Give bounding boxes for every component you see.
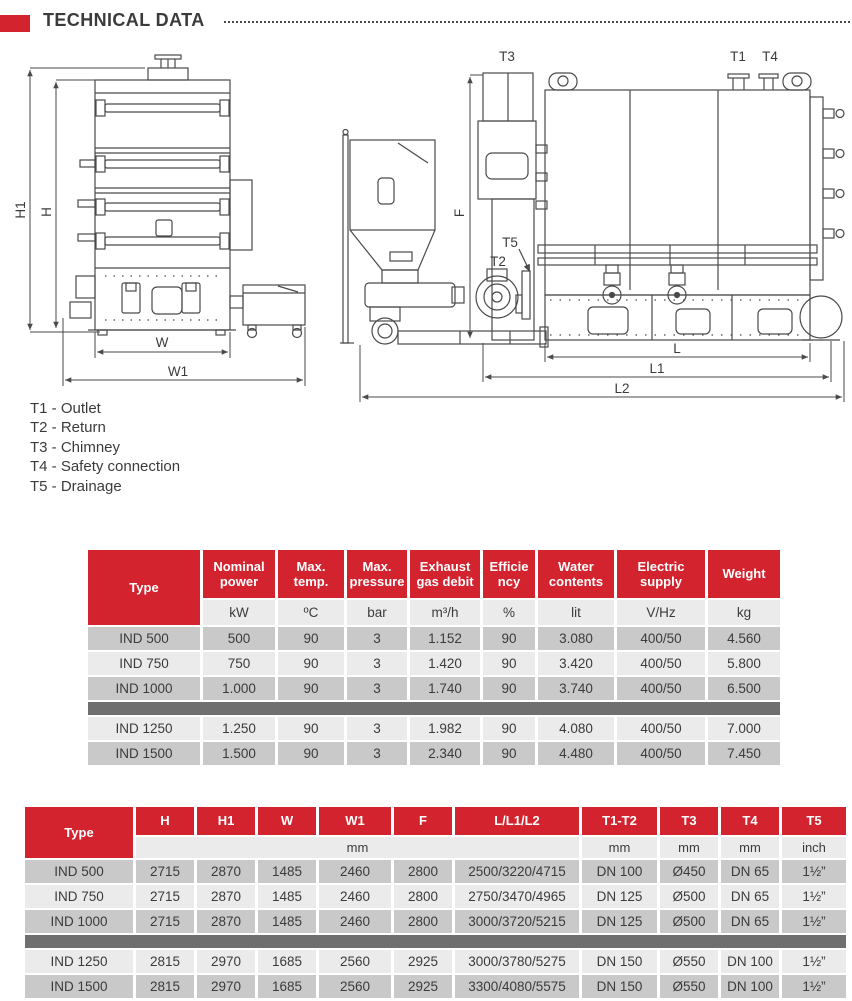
unit-cell-mm-group: mm <box>136 837 579 858</box>
column-header: T4 <box>721 807 779 835</box>
unit-cell: mm <box>721 837 779 858</box>
cell: DN 65 <box>721 885 779 908</box>
cell: 2715 <box>136 885 194 908</box>
cell: 3300/4080/5575 <box>455 975 579 998</box>
side-view-geometry <box>340 73 844 347</box>
cell: 1485 <box>258 885 316 908</box>
cell: DN 65 <box>721 910 779 933</box>
cell: 2870 <box>197 910 255 933</box>
column-header: Efficie ncy <box>483 550 535 598</box>
table-row <box>25 860 846 883</box>
cell: 2925 <box>394 975 452 998</box>
dim-label-h: H <box>39 207 54 217</box>
cell: 2815 <box>136 950 194 973</box>
cell: 1485 <box>258 860 316 883</box>
legend-item: T4 - Safety connection <box>30 458 181 476</box>
page-title: TECHNICAL DATA <box>43 10 205 30</box>
boiler-side-view-drawing <box>340 45 852 405</box>
unit-cell: V/Hz <box>617 600 705 625</box>
dotted-rule <box>224 21 850 23</box>
label-t1: T1 <box>730 49 746 64</box>
cell: 3 <box>347 677 407 700</box>
cell: 2925 <box>394 950 452 973</box>
unit-cell: lit <box>538 600 614 625</box>
cell: 4.480 <box>538 742 614 765</box>
table-separator <box>25 935 846 948</box>
label-t5: T5 <box>502 235 518 250</box>
side-view-dimension-lines <box>360 75 844 402</box>
table-row <box>25 910 846 933</box>
dim-label-w: W <box>155 335 169 350</box>
label-t2: T2 <box>490 254 506 269</box>
cell: 90 <box>483 627 535 650</box>
unit-cell: % <box>483 600 535 625</box>
row-type-cell: IND 750 <box>88 652 200 675</box>
table-row <box>25 885 846 908</box>
column-header: F <box>394 807 452 835</box>
column-header: L/L1/L2 <box>455 807 579 835</box>
table-row <box>88 677 780 700</box>
column-header: W <box>258 807 316 835</box>
cell: 400/50 <box>617 652 705 675</box>
cell: 1685 <box>258 950 316 973</box>
cell: 2560 <box>319 975 391 998</box>
table-row <box>88 627 780 650</box>
cell: Ø550 <box>660 975 718 998</box>
table-row <box>88 717 780 740</box>
cell: 1.000 <box>203 677 275 700</box>
column-header: H <box>136 807 194 835</box>
row-type-cell: IND 500 <box>25 860 133 883</box>
dim-label-l1: L1 <box>649 361 665 376</box>
cell: 3.740 <box>538 677 614 700</box>
legend-item: T5 - Drainage <box>30 477 122 495</box>
column-header-type: Type <box>25 807 133 858</box>
cell: 3000/3780/5275 <box>455 950 579 973</box>
cell: 3.080 <box>538 627 614 650</box>
table-row <box>88 742 780 765</box>
cell: 1.500 <box>203 742 275 765</box>
unit-cell: m³/h <box>410 600 480 625</box>
cell: 2870 <box>197 885 255 908</box>
column-header: Water contents <box>538 550 614 598</box>
legend-item: T3 - Chimney <box>30 438 121 456</box>
boiler-front-view-drawing <box>10 50 335 395</box>
cell: 1.250 <box>203 717 275 740</box>
cell: 90 <box>483 742 535 765</box>
column-header: T1-T2 <box>582 807 657 835</box>
dim-label-l: L <box>673 341 681 356</box>
unit-cell: mm <box>582 837 657 858</box>
cell: 1.982 <box>410 717 480 740</box>
row-type-cell: IND 1000 <box>25 910 133 933</box>
cell: 2870 <box>197 860 255 883</box>
column-header: Max. pressure <box>347 550 407 598</box>
cell: DN 65 <box>721 860 779 883</box>
cell: 2500/3220/4715 <box>455 860 579 883</box>
cell: Ø550 <box>660 950 718 973</box>
cell: 4.560 <box>708 627 780 650</box>
cell: 2750/3470/4965 <box>455 885 579 908</box>
column-header-type: Type <box>88 550 200 625</box>
cell: DN 125 <box>582 910 657 933</box>
cell: 2560 <box>319 950 391 973</box>
column-header: Weight <box>708 550 780 598</box>
column-header: Electric supply <box>617 550 705 598</box>
unit-cell: mm <box>660 837 718 858</box>
dim-label-w1: W1 <box>167 364 189 379</box>
cell: DN 125 <box>582 885 657 908</box>
cell: 3 <box>347 627 407 650</box>
unit-cell: bar <box>347 600 407 625</box>
cell: 1½” <box>782 950 846 973</box>
row-type-cell: IND 1500 <box>88 742 200 765</box>
cell: 1685 <box>258 975 316 998</box>
cell: 3 <box>347 742 407 765</box>
cell: DN 100 <box>721 950 779 973</box>
connection-legend <box>30 399 180 496</box>
label-t4: T4 <box>762 49 778 64</box>
cell: 400/50 <box>617 627 705 650</box>
cell: 90 <box>278 677 344 700</box>
cell: DN 150 <box>582 975 657 998</box>
dim-label-h1: H1 <box>13 201 28 219</box>
column-header: H1 <box>197 807 255 835</box>
dim-label-l2: L2 <box>614 381 630 396</box>
column-header: Exhaust gas debit <box>410 550 480 598</box>
unit-cell: kW <box>203 600 275 625</box>
cell: 2460 <box>319 910 391 933</box>
cell: 4.080 <box>538 717 614 740</box>
front-view-geometry <box>70 55 305 338</box>
cell: 90 <box>278 742 344 765</box>
cell: 3.420 <box>538 652 614 675</box>
table-separator <box>88 702 780 715</box>
cell: 1½” <box>782 975 846 998</box>
unit-cell: inch <box>782 837 846 858</box>
column-header: T5 <box>782 807 846 835</box>
cell: 2815 <box>136 975 194 998</box>
table-row <box>25 975 846 998</box>
cell: 1½” <box>782 910 846 933</box>
cell: 400/50 <box>617 717 705 740</box>
dim-label-f: F <box>452 208 467 218</box>
cell: 1½” <box>782 860 846 883</box>
cell: 5.800 <box>708 652 780 675</box>
cell: 6.500 <box>708 677 780 700</box>
cell: DN 150 <box>582 950 657 973</box>
cell: Ø450 <box>660 860 718 883</box>
unit-cell: ºC <box>278 600 344 625</box>
cell: 90 <box>483 652 535 675</box>
table-row <box>25 950 846 973</box>
cell: 1.420 <box>410 652 480 675</box>
cell: 2715 <box>136 860 194 883</box>
cell: 90 <box>483 677 535 700</box>
cell: 1485 <box>258 910 316 933</box>
column-header: Nominal power <box>203 550 275 598</box>
red-accent-block <box>0 15 30 32</box>
cell: 2460 <box>319 885 391 908</box>
cell: DN 100 <box>721 975 779 998</box>
cell: 1.740 <box>410 677 480 700</box>
table-row <box>88 652 780 675</box>
column-header: Max. temp. <box>278 550 344 598</box>
row-type-cell: IND 1000 <box>88 677 200 700</box>
row-type-cell: IND 1250 <box>25 950 133 973</box>
column-header: T3 <box>660 807 718 835</box>
cell: 2460 <box>319 860 391 883</box>
column-header: W1 <box>319 807 391 835</box>
cell: 2800 <box>394 860 452 883</box>
legend-item: T1 - Outlet <box>30 400 101 417</box>
dimensions-table <box>22 805 849 1000</box>
cell: 7.000 <box>708 717 780 740</box>
row-type-cell: IND 750 <box>25 885 133 908</box>
cell: 1.152 <box>410 627 480 650</box>
cell: 2970 <box>197 975 255 998</box>
cell: 2800 <box>394 910 452 933</box>
row-type-cell: IND 1500 <box>25 975 133 998</box>
row-type-cell: IND 500 <box>88 627 200 650</box>
cell: 3000/3720/5215 <box>455 910 579 933</box>
cell: 2800 <box>394 885 452 908</box>
cell: 3 <box>347 717 407 740</box>
unit-cell: kg <box>708 600 780 625</box>
cell: Ø500 <box>660 885 718 908</box>
cell: 2715 <box>136 910 194 933</box>
cell: 400/50 <box>617 677 705 700</box>
cell: 90 <box>483 717 535 740</box>
performance-table <box>85 548 783 767</box>
cell: 3 <box>347 652 407 675</box>
cell: 90 <box>278 652 344 675</box>
cell: 500 <box>203 627 275 650</box>
cell: 90 <box>278 627 344 650</box>
cell: 90 <box>278 717 344 740</box>
row-type-cell: IND 1250 <box>88 717 200 740</box>
label-t3: T3 <box>499 49 515 64</box>
cell: 1½” <box>782 885 846 908</box>
cell: 2970 <box>197 950 255 973</box>
cell: 400/50 <box>617 742 705 765</box>
cell: 7.450 <box>708 742 780 765</box>
cell: 750 <box>203 652 275 675</box>
cell: Ø500 <box>660 910 718 933</box>
legend-item: T2 - Return <box>30 419 106 437</box>
cell: 2.340 <box>410 742 480 765</box>
cell: DN 100 <box>582 860 657 883</box>
